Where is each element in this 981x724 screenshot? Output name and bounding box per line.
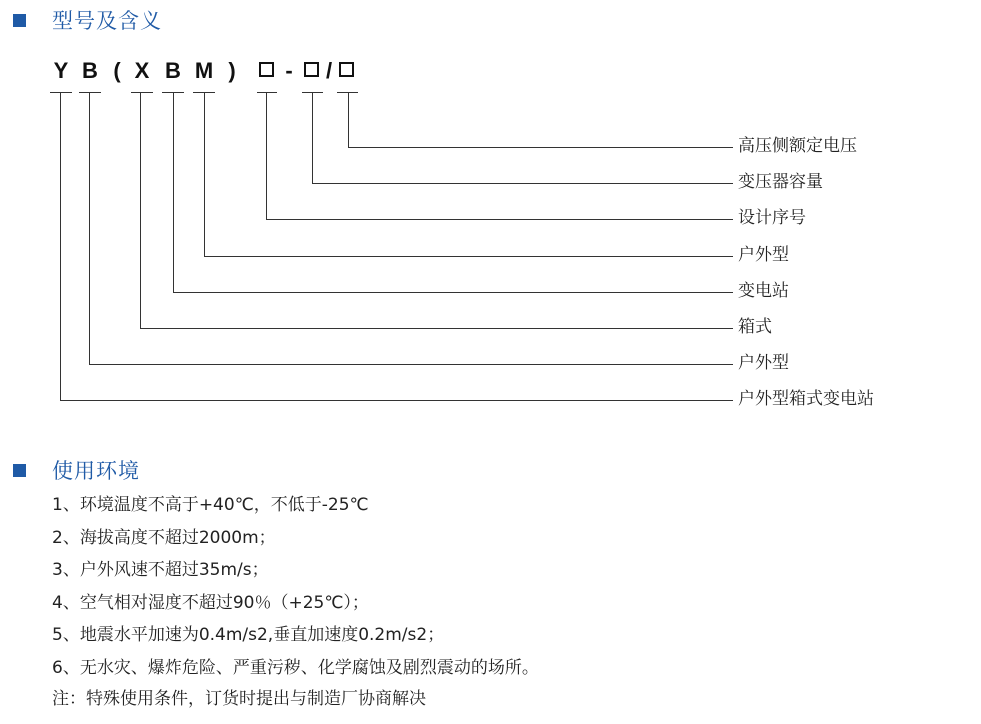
list-item: 5、地震水平加速为0.4m/s2,垂直加速度0.2m/s2； — [52, 625, 445, 645]
label-hv-rated-voltage: 高压侧额定电压 — [738, 136, 857, 156]
label-box-type: 箱式 — [738, 317, 772, 337]
label-outdoor-box-substation: 户外型箱式变电站 — [738, 389, 874, 409]
model-char-x: X — [134, 58, 150, 83]
section-title: 型号及含义 — [52, 9, 162, 33]
model-char-b2: B — [165, 58, 181, 83]
section-header-environment — [13, 456, 140, 484]
list-item: 2、海拔高度不超过2000m； — [52, 527, 276, 548]
list-item: 6、无水灾、爆炸危险、严重污秽、化学腐蚀及剧烈震动的场所。 — [52, 657, 539, 678]
model-char-m: M — [194, 58, 214, 83]
section-square-icon — [13, 464, 26, 477]
environment-note: 注：特殊使用条件，订货时提出与制造厂协商解决 — [52, 689, 426, 709]
label-outdoor-type: 户外型 — [738, 245, 789, 265]
model-box-design-no — [259, 62, 274, 77]
model-box-voltage — [339, 62, 354, 77]
environment-list — [52, 492, 539, 687]
model-char-lparen: ( — [113, 58, 121, 83]
label-substation: 变电站 — [738, 281, 789, 301]
model-char-dash: - — [285, 58, 293, 83]
label-design-number: 设计序号 — [738, 208, 806, 228]
model-char-rparen: ) — [228, 58, 236, 83]
list-item: 1、环境温度不高于+40℃，不低于-25℃ — [52, 495, 369, 515]
label-transformer-capacity: 变压器容量 — [738, 172, 823, 192]
model-char-y: Y — [53, 58, 69, 83]
label-outdoor-type-2: 户外型 — [738, 353, 789, 373]
section-title: 使用环境 — [52, 459, 140, 483]
list-item: 3、户外风速不超过35m/s； — [52, 560, 269, 580]
model-char-b: B — [82, 58, 98, 83]
list-item: 4、空气相对湿度不超过90％（+25℃）； — [52, 592, 369, 613]
model-char-slash: / — [325, 58, 333, 83]
